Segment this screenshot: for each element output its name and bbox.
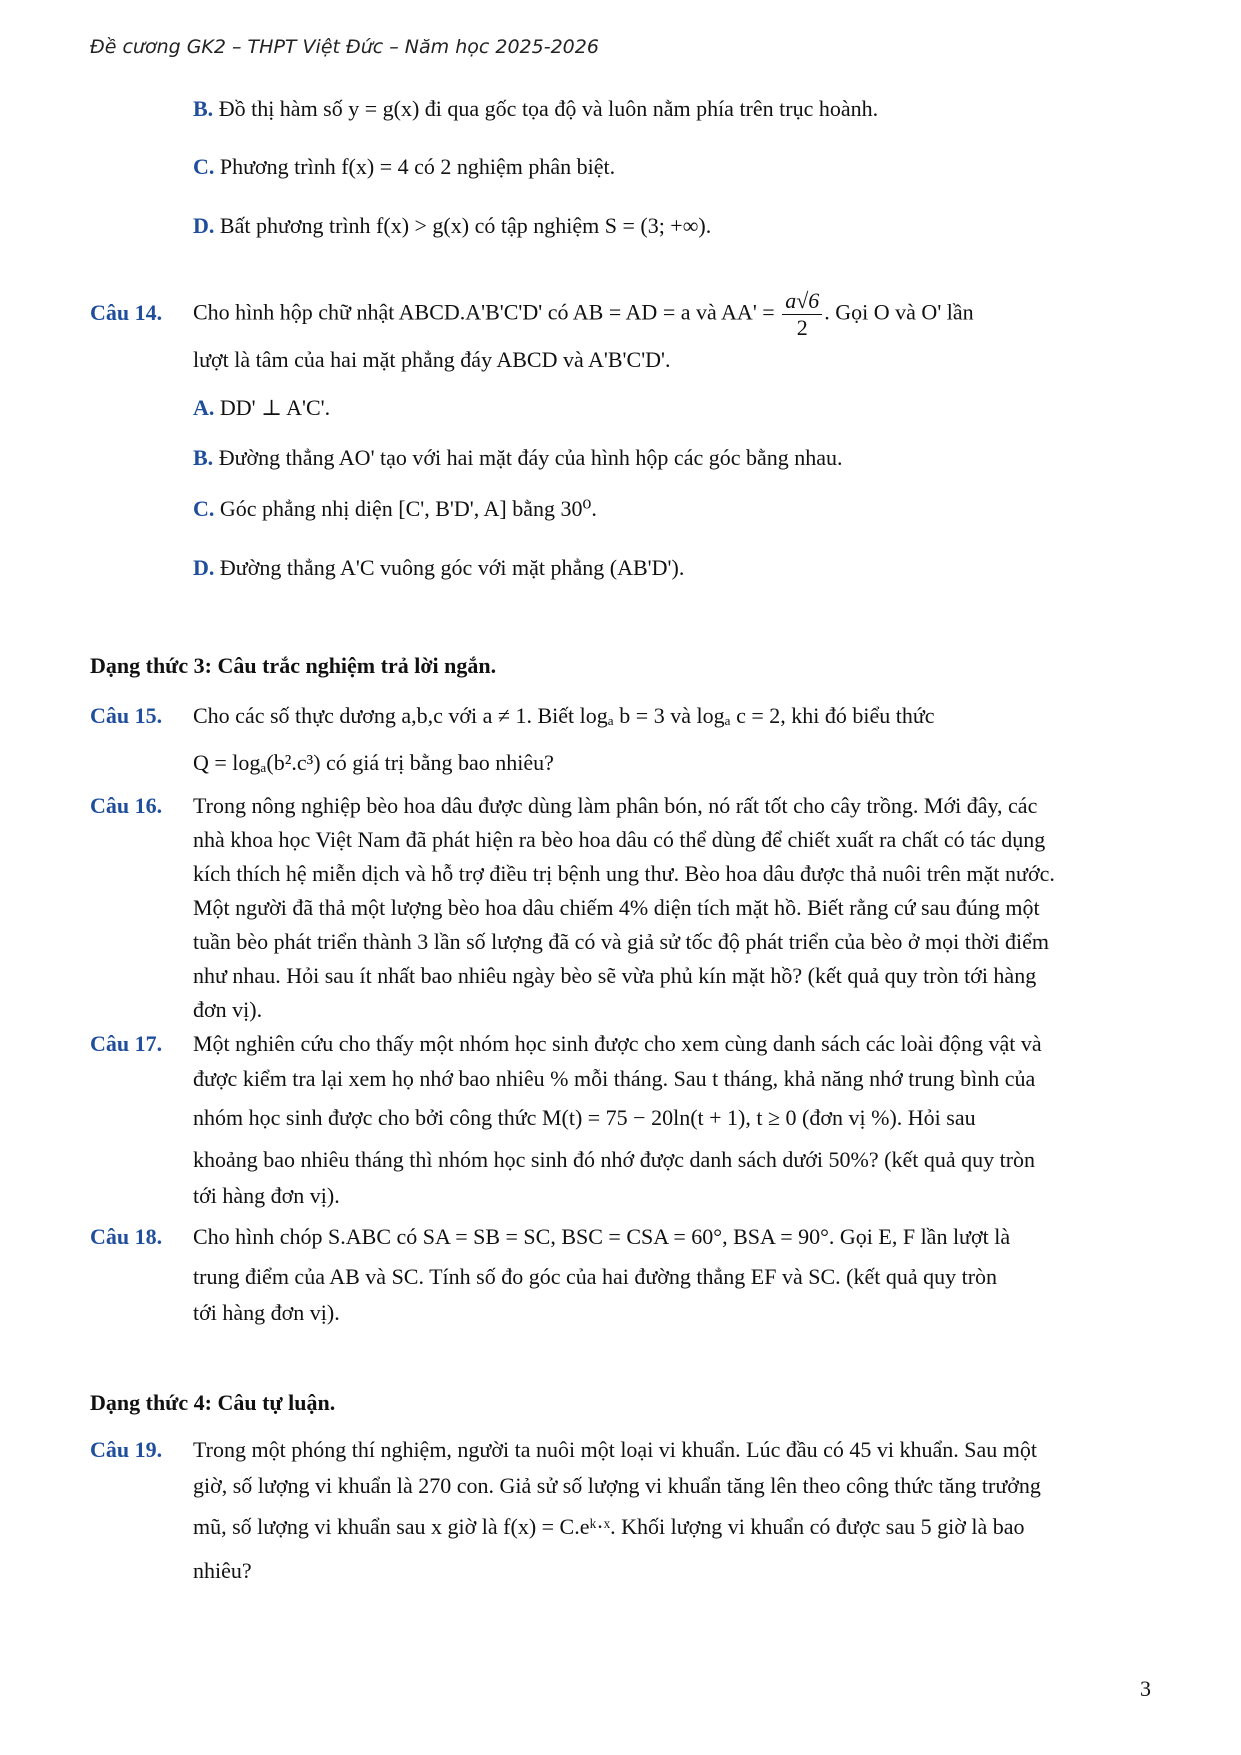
- q19-line-3: mũ, số lượng vi khuẩn sau x giờ là f(x) = C.eᵏ·ˣ. Khối lượng vi khuẩn có được sau 5 giờ là bao: [193, 1514, 1025, 1539]
- q14-option-d: [193, 553, 684, 583]
- question-label: Câu 18.: [90, 1224, 163, 1249]
- fraction-numerator: a√6: [782, 288, 822, 315]
- q17-line-5: tới hàng đơn vị).: [193, 1183, 340, 1208]
- q16-line-2: nhà khoa học Việt Nam đã phát hiện ra bèo hoa dâu có thể dùng để chiết xuất ra chất có tác dụng: [193, 827, 1046, 852]
- option-text: Góc phẳng nhị diện [C', B'D', A] bằng 30⁰.: [219, 496, 597, 521]
- q16-line-6: như nhau. Hỏi sau ít nhất bao nhiêu ngày bèo sẽ vừa phủ kín mặt hồ? (kết quả quy tròn tới hàng: [193, 963, 1037, 988]
- q19-line-1: [90, 1435, 1037, 1465]
- q18-text: Cho hình chóp S.ABC có SA = SB = SC, BSC = CSA = 60°, BSA = 90°. Gọi E, F lần lượt là: [193, 1224, 1011, 1249]
- q16-line-4: Một người đã thả một lượng bèo hoa dâu chiếm 4% diện tích mặt hồ. Biết rằng cứ sau đúng một: [193, 895, 1040, 920]
- q15-line-2: Q = logₐ(b².c³) có giá trị bằng bao nhiêu?: [193, 750, 554, 775]
- q14-stem-line-1: [90, 288, 974, 341]
- q13-option-c: [193, 152, 615, 182]
- option-label: A.: [193, 395, 215, 420]
- option-label: D.: [193, 213, 215, 238]
- fraction-denominator: 2: [796, 315, 808, 340]
- q17-line-1: [90, 1029, 1042, 1059]
- question-label: Câu 16.: [90, 793, 163, 818]
- page-header: Đề cương GK2 – THPT Việt Đức – Năm học 2025-2026: [90, 36, 599, 58]
- q17-line-3: nhóm học sinh được cho bởi công thức M(t) = 75 − 20ln(t + 1), t ≥ 0 (đơn vị %). Hỏi sau: [193, 1105, 976, 1130]
- option-label: C.: [193, 154, 215, 179]
- q14-option-a: [193, 393, 330, 423]
- question-label: Câu 14.: [90, 299, 163, 325]
- section-heading-3: Dạng thức 3: Câu trắc nghiệm trả lời ngắn.: [90, 653, 497, 678]
- q16-text: Trong nông nghiệp bèo hoa dâu được dùng làm phân bón, nó rất tốt cho cây trồng. Mới đây, các: [193, 793, 1038, 818]
- option-label: C.: [193, 496, 215, 521]
- option-text: Đồ thị hàm số y = g(x) đi qua gốc tọa độ và luôn nằm phía trên trục hoành.: [218, 96, 879, 121]
- q14-text-b: . Gọi O và O' lần: [824, 299, 974, 325]
- option-text: Phương trình f(x) = 4 có 2 nghiệm phân biệt.: [219, 154, 616, 179]
- q18-line-2: trung điểm của AB và SC. Tính số đo góc của hai đường thẳng EF và SC. (kết quả quy tròn: [193, 1264, 998, 1289]
- q15-text: Cho các số thực dương a,b,c với a ≠ 1. Biết logₐ b = 3 và logₐ c = 2, khi đó biểu thức: [193, 703, 935, 728]
- q14-text-a: Cho hình hộp chữ nhật ABCD.A'B'C'D' có AB = AD = a và AA' =: [193, 299, 775, 325]
- q19-line-4: nhiêu?: [193, 1558, 252, 1583]
- q14-stem-line-2: lượt là tâm của hai mặt phẳng đáy ABCD và A'B'C'D'.: [193, 347, 671, 372]
- q14-option-c: [193, 494, 597, 524]
- fraction: [782, 288, 822, 341]
- q16-line-5: tuần bèo phát triển thành 3 lần số lượng đã có và giả sử tốc độ phát triển của bèo ở mọi thời điểm: [193, 929, 1050, 954]
- option-label: D.: [193, 555, 215, 580]
- page-number: 3: [1140, 1676, 1151, 1701]
- q19-line-2: giờ, số lượng vi khuẩn là 270 con. Giả sử số lượng vi khuẩn tăng lên theo công thức tăng trưởng: [193, 1473, 1041, 1498]
- question-label: Câu 15.: [90, 703, 163, 728]
- question-label: Câu 17.: [90, 1031, 163, 1056]
- q13-option-b: [193, 94, 878, 124]
- q17-line-4: khoảng bao nhiêu tháng thì nhóm học sinh đó nhớ được danh sách dưới 50%? (kết quả quy tròn: [193, 1147, 1036, 1172]
- option-text: Đường thẳng AO' tạo với hai mặt đáy của hình hộp các góc bằng nhau.: [218, 445, 843, 470]
- q15-line-1: [90, 701, 935, 731]
- q16-line-3: kích thích hệ miễn dịch và hỗ trợ điều trị bệnh ung thư. Bèo hoa dâu được thả nuôi trên mặt nước.: [193, 861, 1055, 886]
- q16-line-1: [90, 791, 1037, 821]
- question-label: Câu 19.: [90, 1437, 163, 1462]
- q18-line-1: [90, 1222, 1010, 1252]
- option-label: B.: [193, 96, 214, 121]
- q14-option-b: [193, 443, 843, 473]
- option-text: Đường thẳng A'C vuông góc với mặt phẳng (AB'D').: [219, 555, 685, 580]
- q18-line-3: tới hàng đơn vị).: [193, 1300, 340, 1325]
- q16-line-7: đơn vị).: [193, 997, 263, 1022]
- option-text: DD' ⊥ A'C'.: [219, 395, 331, 420]
- q17-text: Một nghiên cứu cho thấy một nhóm học sinh được cho xem cùng danh sách các loài động vật và: [193, 1031, 1042, 1056]
- option-label: B.: [193, 445, 214, 470]
- q13-option-d: [193, 211, 711, 241]
- q17-line-2: được kiểm tra lại xem họ nhớ bao nhiêu % mỗi tháng. Sau t tháng, khả năng nhớ trung bình của: [193, 1066, 1036, 1091]
- section-heading-4: Dạng thức 4: Câu tự luận.: [90, 1390, 336, 1415]
- q19-text: Trong một phóng thí nghiệm, người ta nuôi một loại vi khuẩn. Lúc đầu có 45 vi khuẩn. Sau một: [193, 1437, 1038, 1462]
- option-text: Bất phương trình f(x) > g(x) có tập nghiệm S = (3; +∞).: [219, 213, 712, 238]
